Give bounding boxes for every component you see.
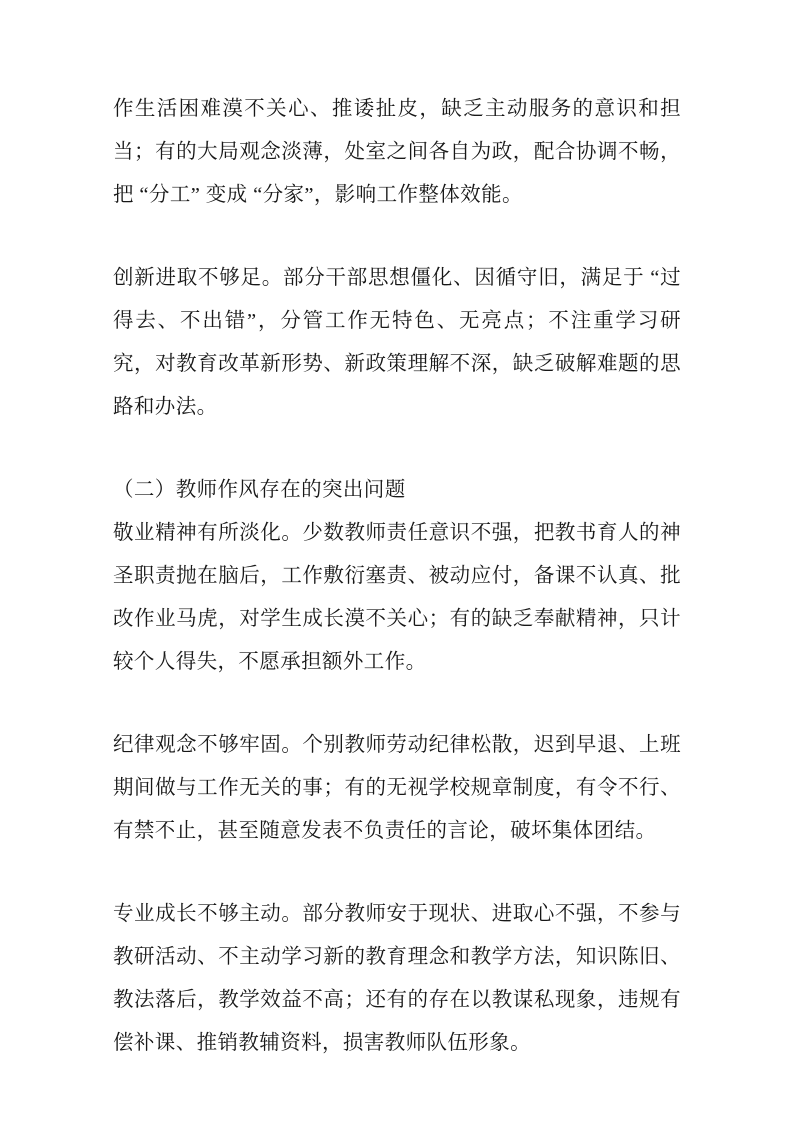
paragraph-spacer: [113, 451, 681, 469]
paragraph-spacer: [113, 875, 681, 893]
paragraph-dedication: 敬业精神有所淡化。少数教师责任意识不强，把教书育人的神圣职责抛在脑后，工作敷衍塞责、被动应付，备课不认真、批改作业马虎，对学生成长漠不关心；有的缺乏奉献精神，只计较个人得失，不愿承担额外工作。: [113, 522, 681, 673]
paragraph-spacer: [113, 239, 681, 257]
section-heading-teacher-style: （二）教师作风存在的突出问题: [113, 479, 406, 501]
paragraph-innovation: 创新进取不够足。部分干部思想僵化、因循守旧，满足于 “过得去、不出错”，分管工作无特色、无亮点；不注重学习研究，对教育改革新形势、新政策理解不深，缺乏破解难题的思路和办法。: [113, 267, 681, 418]
paragraph-professional-growth: 专业成长不够主动。部分教师安于现状、进取心不强，不参与教研活动、不主动学习新的教育理念和教学方法，知识陈旧、教法落后，教学效益不高；还有的存在以教谋私现象，违规有偿补课、推销教辅资料，损害教师队伍形象。: [113, 903, 681, 1054]
document-body: [113, 88, 681, 1065]
paragraph-service-awareness: 作生活困难漠不关心、推诿扯皮，缺乏主动服务的意识和担当；有的大局观念淡薄，处室之间各自为政，配合协调不畅，把 “分工” 变成 “分家”，影响工作整体效能。: [113, 98, 681, 206]
paragraph-discipline: 纪律观念不够牢固。个别教师劳动纪律松散，迟到早退、上班期间做与工作无关的事；有的无视学校规章制度，有令不行、有禁不止，甚至随意发表不负责任的言论，破坏集体团结。: [113, 734, 681, 842]
paragraph-spacer: [113, 706, 681, 724]
